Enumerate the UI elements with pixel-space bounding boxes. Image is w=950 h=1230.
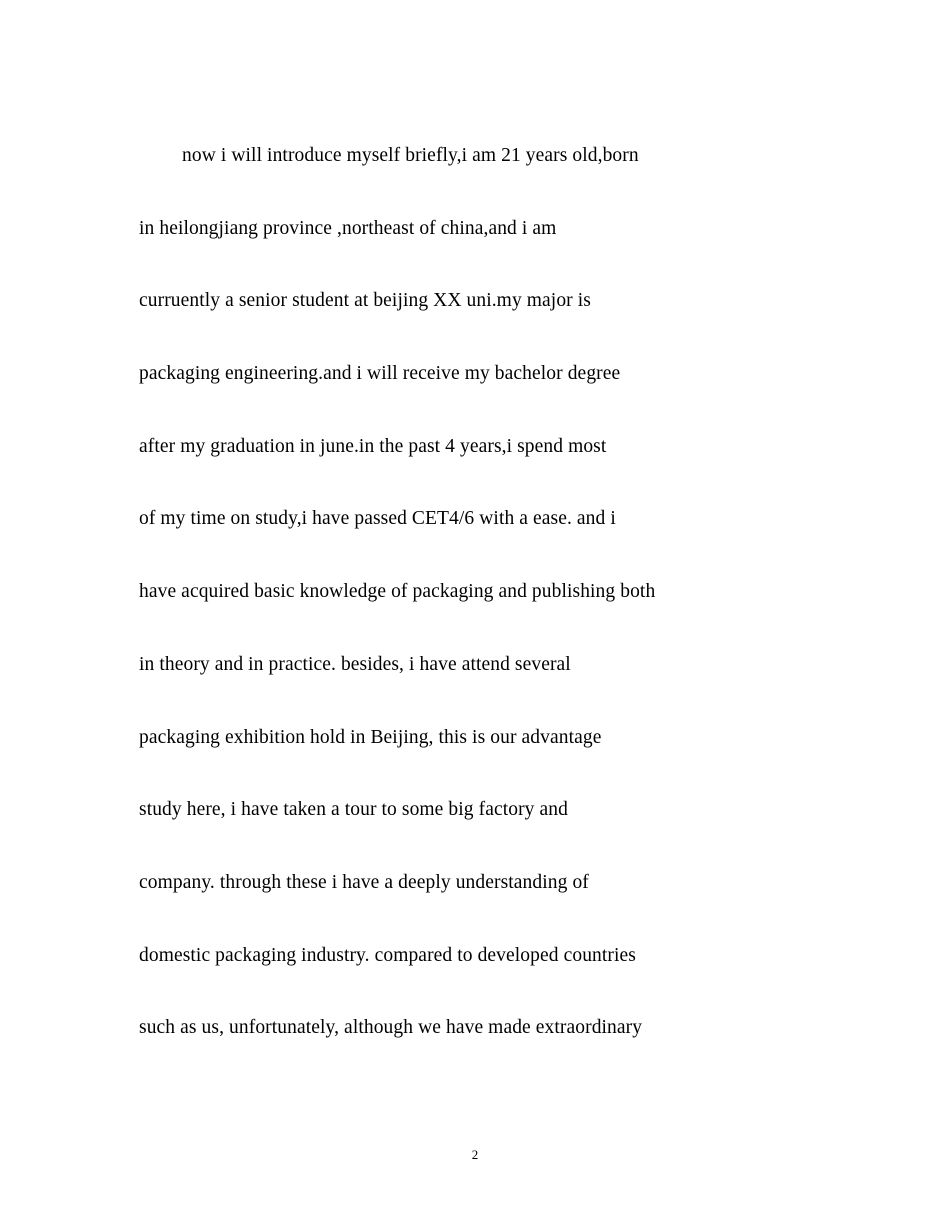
page-number: 2: [471, 1147, 479, 1162]
text-line: curruently a senior student at beijing XX uni.my major is: [139, 290, 591, 312]
text-line: now i will introduce myself briefly,i am 21 years old,born: [182, 145, 639, 166]
text-line: study here, i have taken a tour to some big factory and: [139, 799, 568, 821]
text-line: packaging engineering.and i will receive my bachelor degree: [139, 363, 621, 385]
text-line: have acquired basic knowledge of packaging and publishing both: [139, 581, 656, 603]
text-line: of my time on study,i have passed CET4/6 with a ease. and i: [139, 508, 616, 530]
body-paragraph: [139, 140, 829, 1085]
text-line: packaging exhibition hold in Beijing, this is our advantage: [139, 726, 602, 748]
text-line: such as us, unfortunately, although we have made extraordinary: [139, 1017, 643, 1039]
text-line: company. through these i have a deeply understanding of: [139, 871, 589, 893]
text-line: in theory and in practice. besides, i have attend several: [139, 653, 571, 675]
text-line: domestic packaging industry. compared to developed countries: [139, 944, 636, 966]
text-line: in heilongjiang province ,northeast of china,and i am: [139, 217, 557, 239]
text-line: after my graduation in june.in the past 4 years,i spend most: [139, 435, 607, 457]
